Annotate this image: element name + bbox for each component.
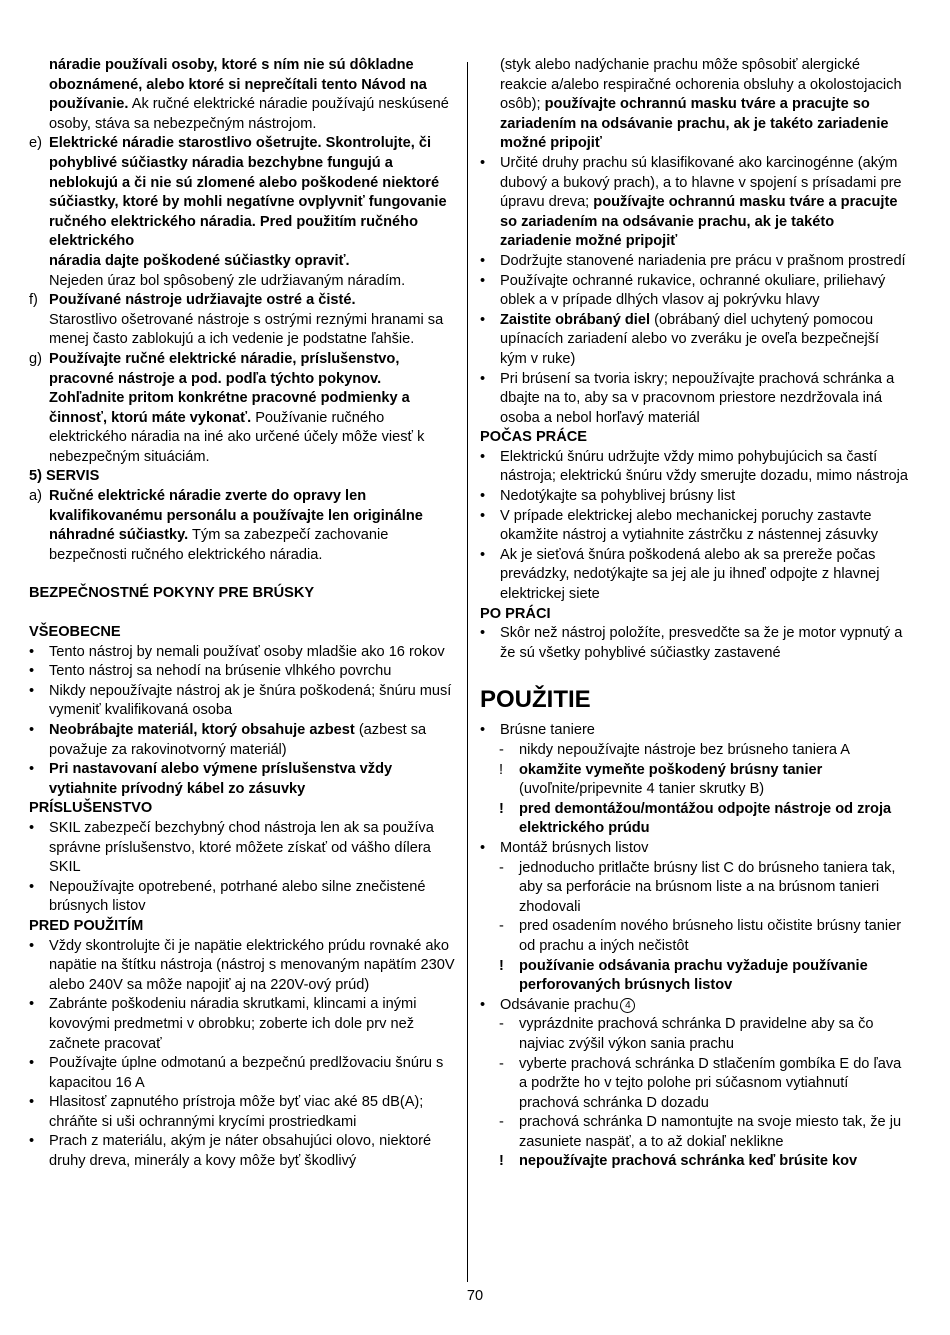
list-item-text: Používajte ochranné rukavice, ochranné okuliare, priliehavý oblek a v prípade dlhých vlasov aj pokrývku hlavy <box>500 272 886 309</box>
body-text: (azbest sa považuje za rakovinotvorný materiál) <box>49 722 427 758</box>
list-item <box>480 721 908 741</box>
section-heading-after-work: PO PRÁCI <box>480 605 551 622</box>
list-item <box>480 546 908 605</box>
section-heading-safety: BEZPEČNOSTNÉ POKYNY PRE BRÚSKY <box>29 585 315 602</box>
item-e <box>29 134 457 291</box>
bold-text: používanie odsávania prachu vyžaduje používanie perforovaných brúsnych listov <box>519 957 868 994</box>
list-item-text: Odsávanie prachu <box>500 996 619 1013</box>
bullet: • <box>480 625 486 642</box>
list-item <box>480 487 908 507</box>
bullet: • <box>29 1133 35 1150</box>
page-number: 70 <box>466 1288 484 1304</box>
list-item <box>29 819 457 878</box>
bullet: • <box>29 819 35 836</box>
list-item-text: Montáž brúsnych listov <box>500 839 649 856</box>
bold-text: okamžite vymeňte poškodený brúsny tanier <box>519 761 823 778</box>
item-marker: e) <box>29 135 42 152</box>
list-item-continued <box>480 56 908 154</box>
bullet: • <box>29 643 35 660</box>
list-item <box>29 995 457 1054</box>
item-marker: f) <box>29 292 38 309</box>
list-item <box>29 682 457 721</box>
bold-text: Neobrábajte materiál, ktorý obsahuje azbest <box>49 722 355 738</box>
item-marker: g) <box>29 350 42 367</box>
paragraph-d-continued <box>29 56 457 134</box>
list-item <box>29 760 457 799</box>
list-item <box>480 624 908 663</box>
bold-text: pred demontážou/montážou odpojte nástroje od zroja elektrického prúdu <box>519 800 892 837</box>
sub-item-text: jednoducho pritlačte brúsny list C do brúsneho taniera tak, aby sa perforácie na brúsnom liste a na brúsnom tanieri zhodovali <box>519 859 896 915</box>
bold-text: Zaistite obrábaný diel <box>500 311 651 328</box>
sub-item <box>480 1055 908 1114</box>
body-text: Tým sa zabezpečí zachovanie bezpečnosti ručného elektrického náradia. <box>49 527 389 563</box>
dash-marker: - <box>499 859 504 876</box>
left-column <box>29 56 457 1172</box>
bullet: • <box>480 546 486 563</box>
sub-item <box>480 859 908 918</box>
list-item <box>29 937 457 996</box>
list-item <box>29 1093 457 1132</box>
dash-marker: - <box>499 1016 504 1033</box>
item-a <box>29 487 457 565</box>
list-item-text: Prach z materiálu, akým je náter obsahujúci olovo, niektoré druhy dreva, minerály a kovy môže byť škodlivý <box>49 1133 432 1170</box>
sub-item-text: nikdy nepoužívajte nástroje bez brúsneho taniera A <box>519 742 851 758</box>
sub-item <box>480 1015 908 1054</box>
section-heading-use: POUŽITIE <box>480 686 591 714</box>
dash-marker: - <box>499 1114 504 1131</box>
list-item-text: Tento nástroj by nemali používať osoby mladšie ako 16 rokov <box>49 643 445 660</box>
list-item-text: Zabránte poškodeniu náradia skrutkami, klincami a inými kovovými predmetmi v obrobku; zoberte ich dole prv než začnete pracovať <box>49 996 417 1052</box>
list-item <box>29 1132 457 1171</box>
bullet: • <box>480 311 486 328</box>
body-text: Určité druhy prachu sú klasifikované ako karcinogénne (akým dubový a bukový prach), a to hlavne v spojení s prísadami pre úpravu dreva; <box>500 154 902 211</box>
sub-item-text: pred osadením nového brúsneho listu očistite brúsny tanier od prachu a iných nečistôt <box>519 918 902 954</box>
bold-text: Používajte ručné elektrické náradie, príslušenstvo, pracovné nástroje a pod. podľa týchto pokynov. Zohľadnite pritom konkrétne pracovné podmienky a činnosť, ktorú máte vykonať. <box>49 350 410 426</box>
sub-item <box>480 761 908 800</box>
body-text: Používanie ručného elektrického náradia na iné ako určené účely môže viesť k nebezpečným situáciám. <box>49 409 425 465</box>
list-item-text: Nikdy nepoužívajte nástroj ak je šnúra poškodená; šnúru musí vymeniť kvalifikovaná osoba <box>49 682 452 719</box>
section-heading-general: VŠEOBECNE <box>29 624 121 641</box>
list-item-text: Hlasitosť zapnutého prístroja môže byť viac aké 85 dB(A); chráňte si uši ochrannými krycími prostriedkami <box>49 1094 424 1130</box>
list-item <box>480 252 908 272</box>
bullet: • <box>480 272 486 289</box>
sub-item-text: vyberte prachová schránka D stlačením gombíka E do ľava a podržte ho v tejto polohe pri súčasnom vytiahnutí prachová schránka D dozadu <box>519 1055 902 1111</box>
body-text: Ak ručné elektrické náradie používajú neskúsené osoby, stáva sa nebezpečným nástrojom. <box>49 96 449 132</box>
warning-marker: ! <box>499 957 504 974</box>
bullet: • <box>480 370 486 387</box>
sub-item <box>480 957 908 996</box>
bold-text: náradie používali osoby, ktoré s ním nie sú dôkladne oboznámené, alebo ktoré si neprečítali tento Návod na používanie. <box>49 57 427 113</box>
section-heading-before-use: PRED POUŽITÍM <box>29 917 144 934</box>
bold-text: nepoužívajte prachová schránka keď brúsite kov <box>519 1153 858 1170</box>
list-item-text: Používajte úplne odmotanú a bezpečnú predlžovaciu šnúru s kapacitou 16 A <box>49 1055 444 1091</box>
warning-marker: ! <box>499 761 504 778</box>
item-g <box>29 350 457 468</box>
bullet: • <box>480 448 486 465</box>
sub-item-text: prachová schránka D namontujte na svoje miesto tak, že ju zasuniete naspäť, a to až dokiaľ neklikne <box>519 1114 902 1150</box>
list-item <box>29 1054 457 1093</box>
list-item-text: Dodržujte stanovené nariadenia pre prácu v prašnom prostredí <box>500 252 906 269</box>
list-item <box>480 839 908 859</box>
bold-text: používajte ochrannú masku tváre a pracujte so zariadením na odsávanie prachu, ak je takéto zariadenie možné pripojiť <box>500 194 898 250</box>
bullet: • <box>29 937 35 954</box>
bold-text: používajte ochrannú masku tváre a pracujte so zariadením na odsávanie prachu, ak je takéto zariadenie možné pripojiť <box>500 96 889 152</box>
list-item-text: Pri brúsení sa tvoria iskry; nepoužívajte prachová schránka a dbajte na to, aby sa v pracovnom priestore nezdržovala iná osoba a nebol horľavý materiál <box>500 370 895 426</box>
sub-item <box>480 800 908 839</box>
list-item <box>29 643 457 663</box>
bullet: • <box>29 722 35 738</box>
list-item <box>480 507 908 546</box>
section-heading-accessories: PRÍSLUŠENSTVO <box>29 800 153 817</box>
dash-marker: - <box>499 1055 504 1072</box>
bullet: • <box>480 722 486 739</box>
bullet: • <box>29 1055 35 1072</box>
sub-item <box>480 741 908 761</box>
list-item <box>29 878 457 917</box>
bullet: • <box>29 1094 35 1111</box>
list-item <box>480 370 908 429</box>
bold-text: Ručné elektrické náradie zverte do opravy len kvalifikovanému personálu a používajte len originálne náhradné súčiastky. <box>49 488 423 544</box>
sub-item <box>480 1113 908 1152</box>
list-item-text: Vždy skontrolujte či je napätie elektrického prúdu rovnaké ako napätie na štítku nástroja (nástroj s menovaným napätím 230V alebo 240V sa môže napojiť aj na 220V-ový prúd) <box>49 937 455 993</box>
list-item <box>480 448 908 487</box>
bullet: • <box>480 507 486 524</box>
item-marker: a) <box>29 488 42 505</box>
item-f <box>29 291 457 350</box>
list-item-text: V prípade elektrickej alebo mechanickej poruchy zastavte okamžite nástroj a vytiahnite zástrčku z nástennej zásuvky <box>500 507 878 544</box>
list-item <box>29 721 457 760</box>
list-item-text: Nepoužívajte opotrebené, potrhané alebo silne znečistené brúsnych listov <box>49 878 426 915</box>
warning-marker: ! <box>499 1153 504 1170</box>
bold-text: náradia dajte poškodené súčiastky opraviť. <box>49 252 350 269</box>
bold-text: Elektrické náradie starostlivo ošetrujte. Skontrolujte, či pohyblivé súčiastky náradia bezchybne fungujú a neblokujú a či nie sú zlomené alebo poškodené niektoré súčiastky, ktoré by mohli negatívne ovplyvniť fungovanie ručného elektrického náradia. Pred použitím ručného elektrického <box>49 135 447 250</box>
list-item <box>480 272 908 311</box>
section-heading-during-work: POČAS PRÁCE <box>480 429 588 446</box>
body-text: (uvoľnite/pripevnite 4 tanier skrutky B) <box>519 781 765 798</box>
dash-marker: - <box>499 742 504 758</box>
section-heading-servis: 5) SERVIS <box>29 468 100 485</box>
bullet: • <box>29 878 35 895</box>
bullet: • <box>29 761 35 778</box>
body-text: Starostlivo ošetrované nástroje s ostrými reznými hranami sa menej často zablokujú a ich vedenie je podstatne ľahšie. <box>49 311 444 348</box>
bold-text: Pri nastavovaní alebo výmene príslušenstva vždy vytiahnite prívodný kábel zo zásuvky <box>49 761 393 797</box>
bullet: • <box>29 996 35 1013</box>
sub-item <box>480 1152 908 1172</box>
list-item <box>480 311 908 370</box>
list-item-text: Nedotýkajte sa pohyblivej brúsny list <box>500 488 736 505</box>
sub-item-text: vyprázdnite prachová schránka D pravidelne aby sa čo najviac zvýšil výkon sania prachu <box>519 1016 874 1052</box>
list-item-text: Brúsne taniere <box>500 722 595 739</box>
list-item-text: Tento nástroj sa nehodí na brúsenie vlhkého povrchu <box>49 663 392 680</box>
bullet: • <box>480 154 486 171</box>
body-text: (styk alebo nadýchanie prachu môže spôsobiť alergické reakcie a/alebo respiračné ochorenia obsluhy a okolostojacich osôb); <box>500 57 902 113</box>
column-divider <box>467 62 468 1282</box>
right-column <box>480 56 908 1172</box>
bullet: • <box>480 839 486 856</box>
list-item-text: Elektrickú šnúru udržujte vždy mimo pohybujúcich sa častí nástroja; elektrickú šnúru vždy smerujte dozadu, mimo nástroja <box>500 448 908 485</box>
body-text: Nejeden úraz bol spôsobený zle udržiavaným náradím. <box>49 272 406 289</box>
dash-marker: - <box>499 918 504 935</box>
bold-text: Používané nástroje udržiavajte ostré a čisté. <box>49 292 356 309</box>
warning-marker: ! <box>499 800 504 817</box>
list-item-text: SKIL zabezpečí bezchybný chod nástroja len ak sa používa správne príslušenstvo, ktoré môžete získať od vášho dílera SKIL <box>49 819 434 876</box>
figure-reference-icon: 4 <box>620 998 635 1013</box>
bullet: • <box>29 663 35 680</box>
body-text: (obrábaný diel uchytený pomocou upínacích zariadení alebo vo zveráku je oveľa bezpečnejší kým v ruke) <box>500 311 880 367</box>
list-item-text: Ak je sieťová šnúra poškodená alebo ak sa prereže počas prevádzky, nedotýkajte sa jej ale ju ihneď odpojte z hlavnej elektrickej siete <box>500 546 880 603</box>
list-item <box>480 154 908 252</box>
sub-item <box>480 917 908 956</box>
bullet: • <box>480 488 486 505</box>
bullet: • <box>480 252 486 269</box>
list-item-text: Skôr než nástroj položíte, presvedčte sa že je motor vypnutý a že sú všetky pohyblivé súčiastky zastavené <box>500 625 903 661</box>
list-item <box>480 996 908 1016</box>
bullet: • <box>29 682 35 699</box>
bullet: • <box>480 996 486 1013</box>
list-item <box>29 662 457 682</box>
